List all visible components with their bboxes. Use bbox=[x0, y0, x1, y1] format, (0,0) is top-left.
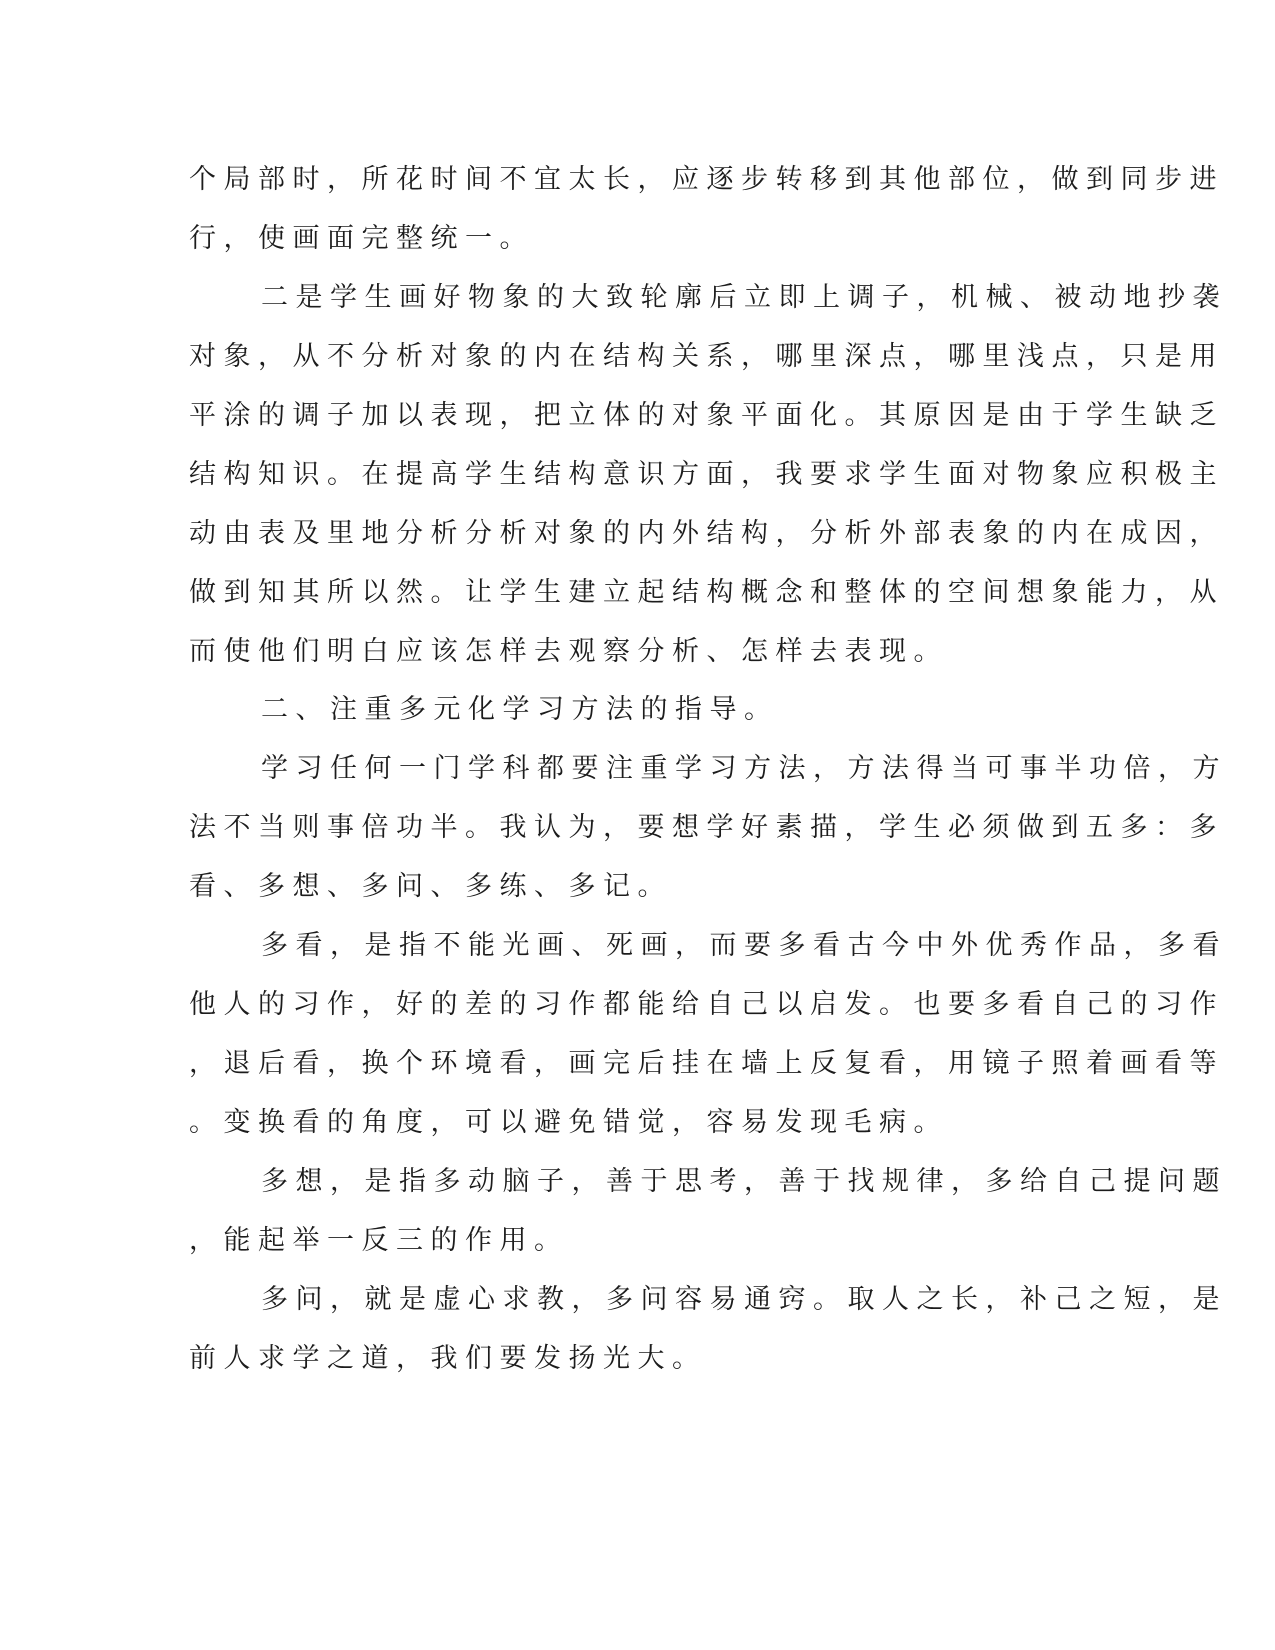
text-line: 他人的习作，好的差的习作都能给自己以启发。也要多看自己的习作 bbox=[189, 989, 1224, 1020]
text-line: 动由表及里地分析分析对象的内外结构，分析外部表象的内在成因， bbox=[189, 518, 1224, 549]
text-line: 前人求学之道，我们要发扬光大。 bbox=[189, 1343, 707, 1374]
text-line: 结构知识。在提高学生结构意识方面，我要求学生面对物象应积极主 bbox=[189, 459, 1224, 490]
text-line: 看、多想、多问、多练、多记。 bbox=[189, 871, 672, 902]
text-line: 个局部时，所花时间不宜太长，应逐步转移到其他部位，做到同步进 bbox=[189, 164, 1224, 195]
text-line: 对象，从不分析对象的内在结构关系，哪里深点，哪里浅点，只是用 bbox=[189, 341, 1224, 372]
text-line: 而使他们明白应该怎样去观察分析、怎样去表现。 bbox=[189, 636, 948, 667]
paragraph-first-line: 多问，就是虚心求教，多问容易通窍。取人之长，补己之短，是 bbox=[261, 1284, 1227, 1315]
text-line: 行，使画面完整统一。 bbox=[189, 223, 534, 254]
paragraph-first-line: 多想，是指多动脑子，善于思考，善于找规律，多给自己提问题 bbox=[261, 1166, 1227, 1197]
text-line: 。变换看的角度，可以避免错觉，容易发现毛病。 bbox=[189, 1107, 948, 1138]
text-line: 做到知其所以然。让学生建立起结构概念和整体的空间想象能力，从 bbox=[189, 577, 1224, 608]
paragraph-first-line: 二是学生画好物象的大致轮廓后立即上调子，机械、被动地抄袭 bbox=[261, 282, 1227, 313]
paragraph-first-line: 学习任何一门学科都要注重学习方法，方法得当可事半功倍，方 bbox=[261, 753, 1227, 784]
paragraph-first-line: 多看，是指不能光画、死画，而要多看古今中外优秀作品，多看 bbox=[261, 930, 1227, 961]
text-line: 平涂的调子加以表现，把立体的对象平面化。其原因是由于学生缺乏 bbox=[189, 400, 1224, 431]
section-heading: 二、注重多元化学习方法的指导。 bbox=[261, 694, 779, 725]
text-line: 法不当则事倍功半。我认为，要想学好素描，学生必须做到五多：多 bbox=[189, 812, 1224, 843]
text-line: ，能起举一反三的作用。 bbox=[189, 1225, 569, 1256]
text-line: ，退后看，换个环境看，画完后挂在墙上反复看，用镜子照着画看等 bbox=[189, 1048, 1224, 1079]
